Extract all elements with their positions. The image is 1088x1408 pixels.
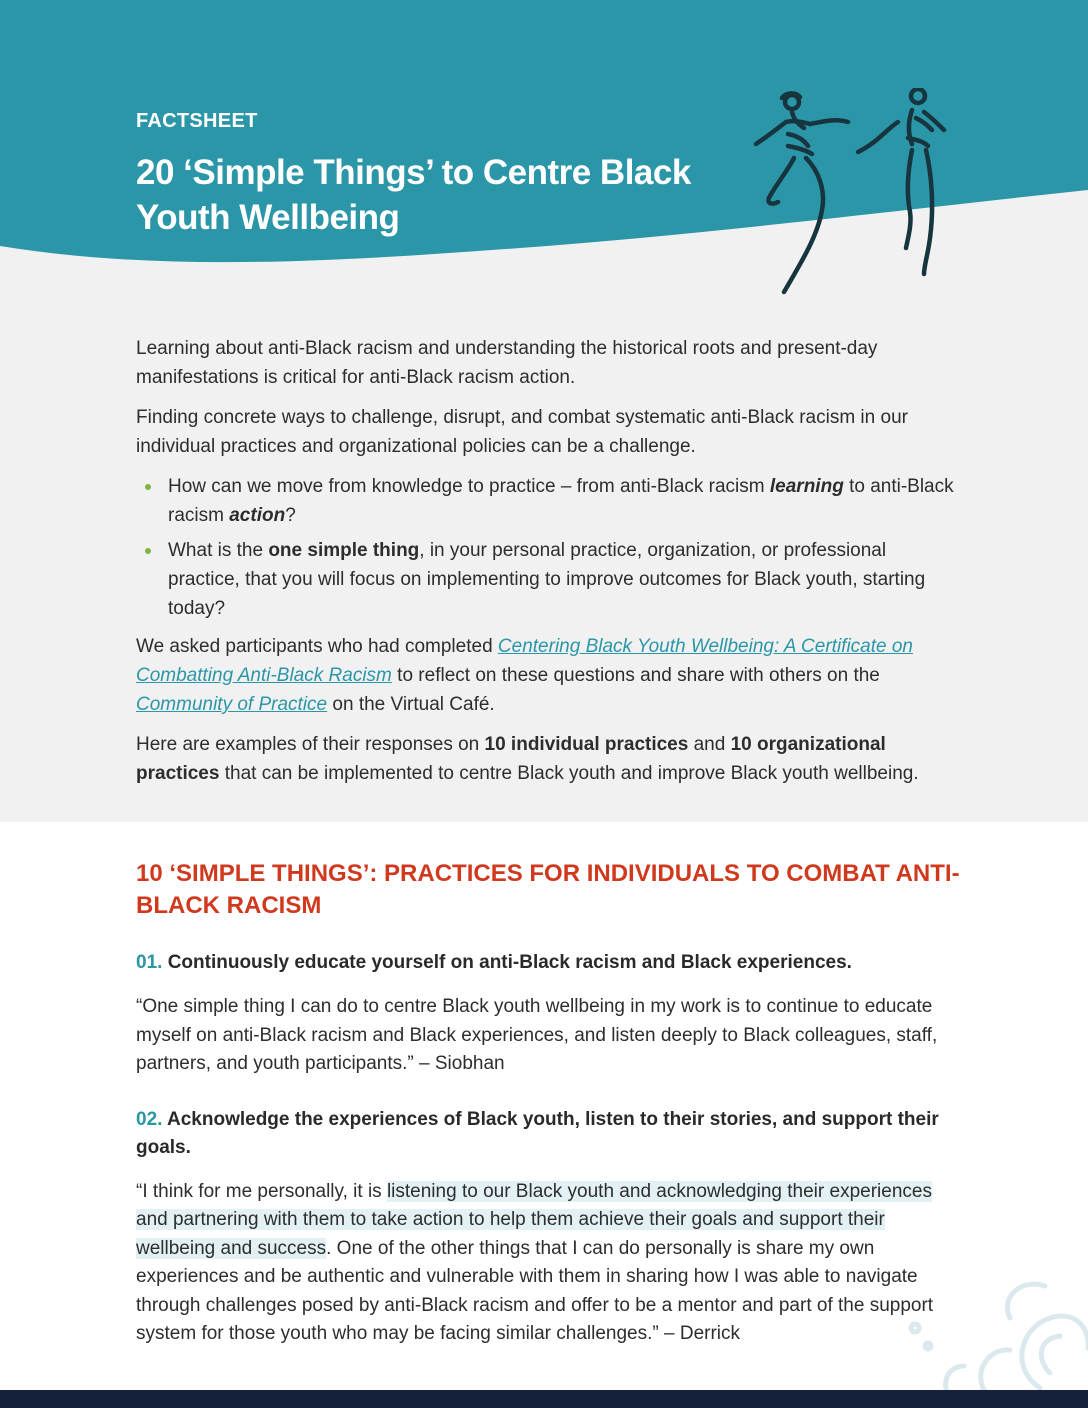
question-list (136, 472, 962, 623)
intro-paragraph-1: Learning about anti-Black racism and understanding the historical roots and present-day manifestations is critical for anti-Black racism action. (136, 338, 878, 388)
practice-heading-02: 02. Acknowledge the experiences of Black youth, listen to their stories, and support their goals. (136, 1108, 939, 1158)
list-item: What is the one simple thing, in your personal practice, organization, or professional practice, that you will focus on implementing to improve outcomes for Black youth, starting today? (136, 536, 962, 623)
swirl-decoration (890, 1258, 1088, 1398)
footer-bar (0, 1390, 1088, 1408)
highlighted-text: listening to our Black youth and acknowledging their experiences and partnering with them to take action to help them achieve their goals and support their wellbeing and success (136, 1180, 932, 1259)
intro-paragraph-3: We asked participants who had completed Centering Black Youth Wellbeing: A Certificate on Combatting Anti-Black Racism to reflect on these questions and share with others on the Community of Practice on the Virtual Café. (136, 636, 913, 715)
intro-content (136, 334, 962, 799)
page-title: 20 ‘Simple Things’ to Centre Black Youth Wellbeing (136, 153, 691, 237)
practice-quote-02: “I think for me personally, it is listening to our Black youth and acknowledging their experiences and partnering with them to take action to help them achieve their goals and support their wellbeing and success. One of the other things that I can do personally is share my own experiences and be authentic and vulnerable with them in sharing how I was able to navigate through challenges posed by anti-Black racism and offer to be a mentor and part of the support system for those youth who may be facing similar challenges.” – Derrick (136, 1180, 934, 1344)
certificate-link[interactable]: Centering Black Youth Wellbeing: A Certificate on Combatting Anti-Black Racism (136, 636, 913, 686)
intro-section (0, 300, 1088, 822)
section-heading: 10 ‘SIMPLE THINGS’: PRACTICES FOR INDIVIDUALS TO COMBAT ANTI-BLACK RACISM (136, 860, 960, 919)
intro-paragraph-2: Finding concrete ways to challenge, disrupt, and combat systematic anti-Black racism in our individual practices and organizational policies can be a challenge. (136, 407, 908, 457)
practice-quote-01: “One simple thing I can do to centre Black youth wellbeing in my work is to continue to educate myself on anti-Black racism and Black experiences, and listen deeply to Black colleagues, staff, partners, and youth participants.” – Siobhan (136, 996, 938, 1074)
dancing-figures-illustration (748, 88, 948, 298)
community-of-practice-link[interactable]: Community of Practice (136, 694, 328, 715)
bullet-dot-icon (145, 548, 151, 554)
individual-practices-section (136, 858, 962, 1376)
intro-paragraph-4: Here are examples of their responses on 10 individual practices and 10 organizational practices that can be implemented to centre Black youth and improve Black youth wellbeing. (136, 734, 919, 784)
practice-heading-01: 01. Continuously educate yourself on anti-Black racism and Black experiences. (136, 952, 852, 973)
list-item: How can we move from knowledge to practice – from anti-Black racism learning to anti-Black racism action? (136, 472, 962, 530)
bullet-dot-icon (145, 484, 151, 490)
factsheet-label: FACTSHEET (136, 110, 258, 132)
